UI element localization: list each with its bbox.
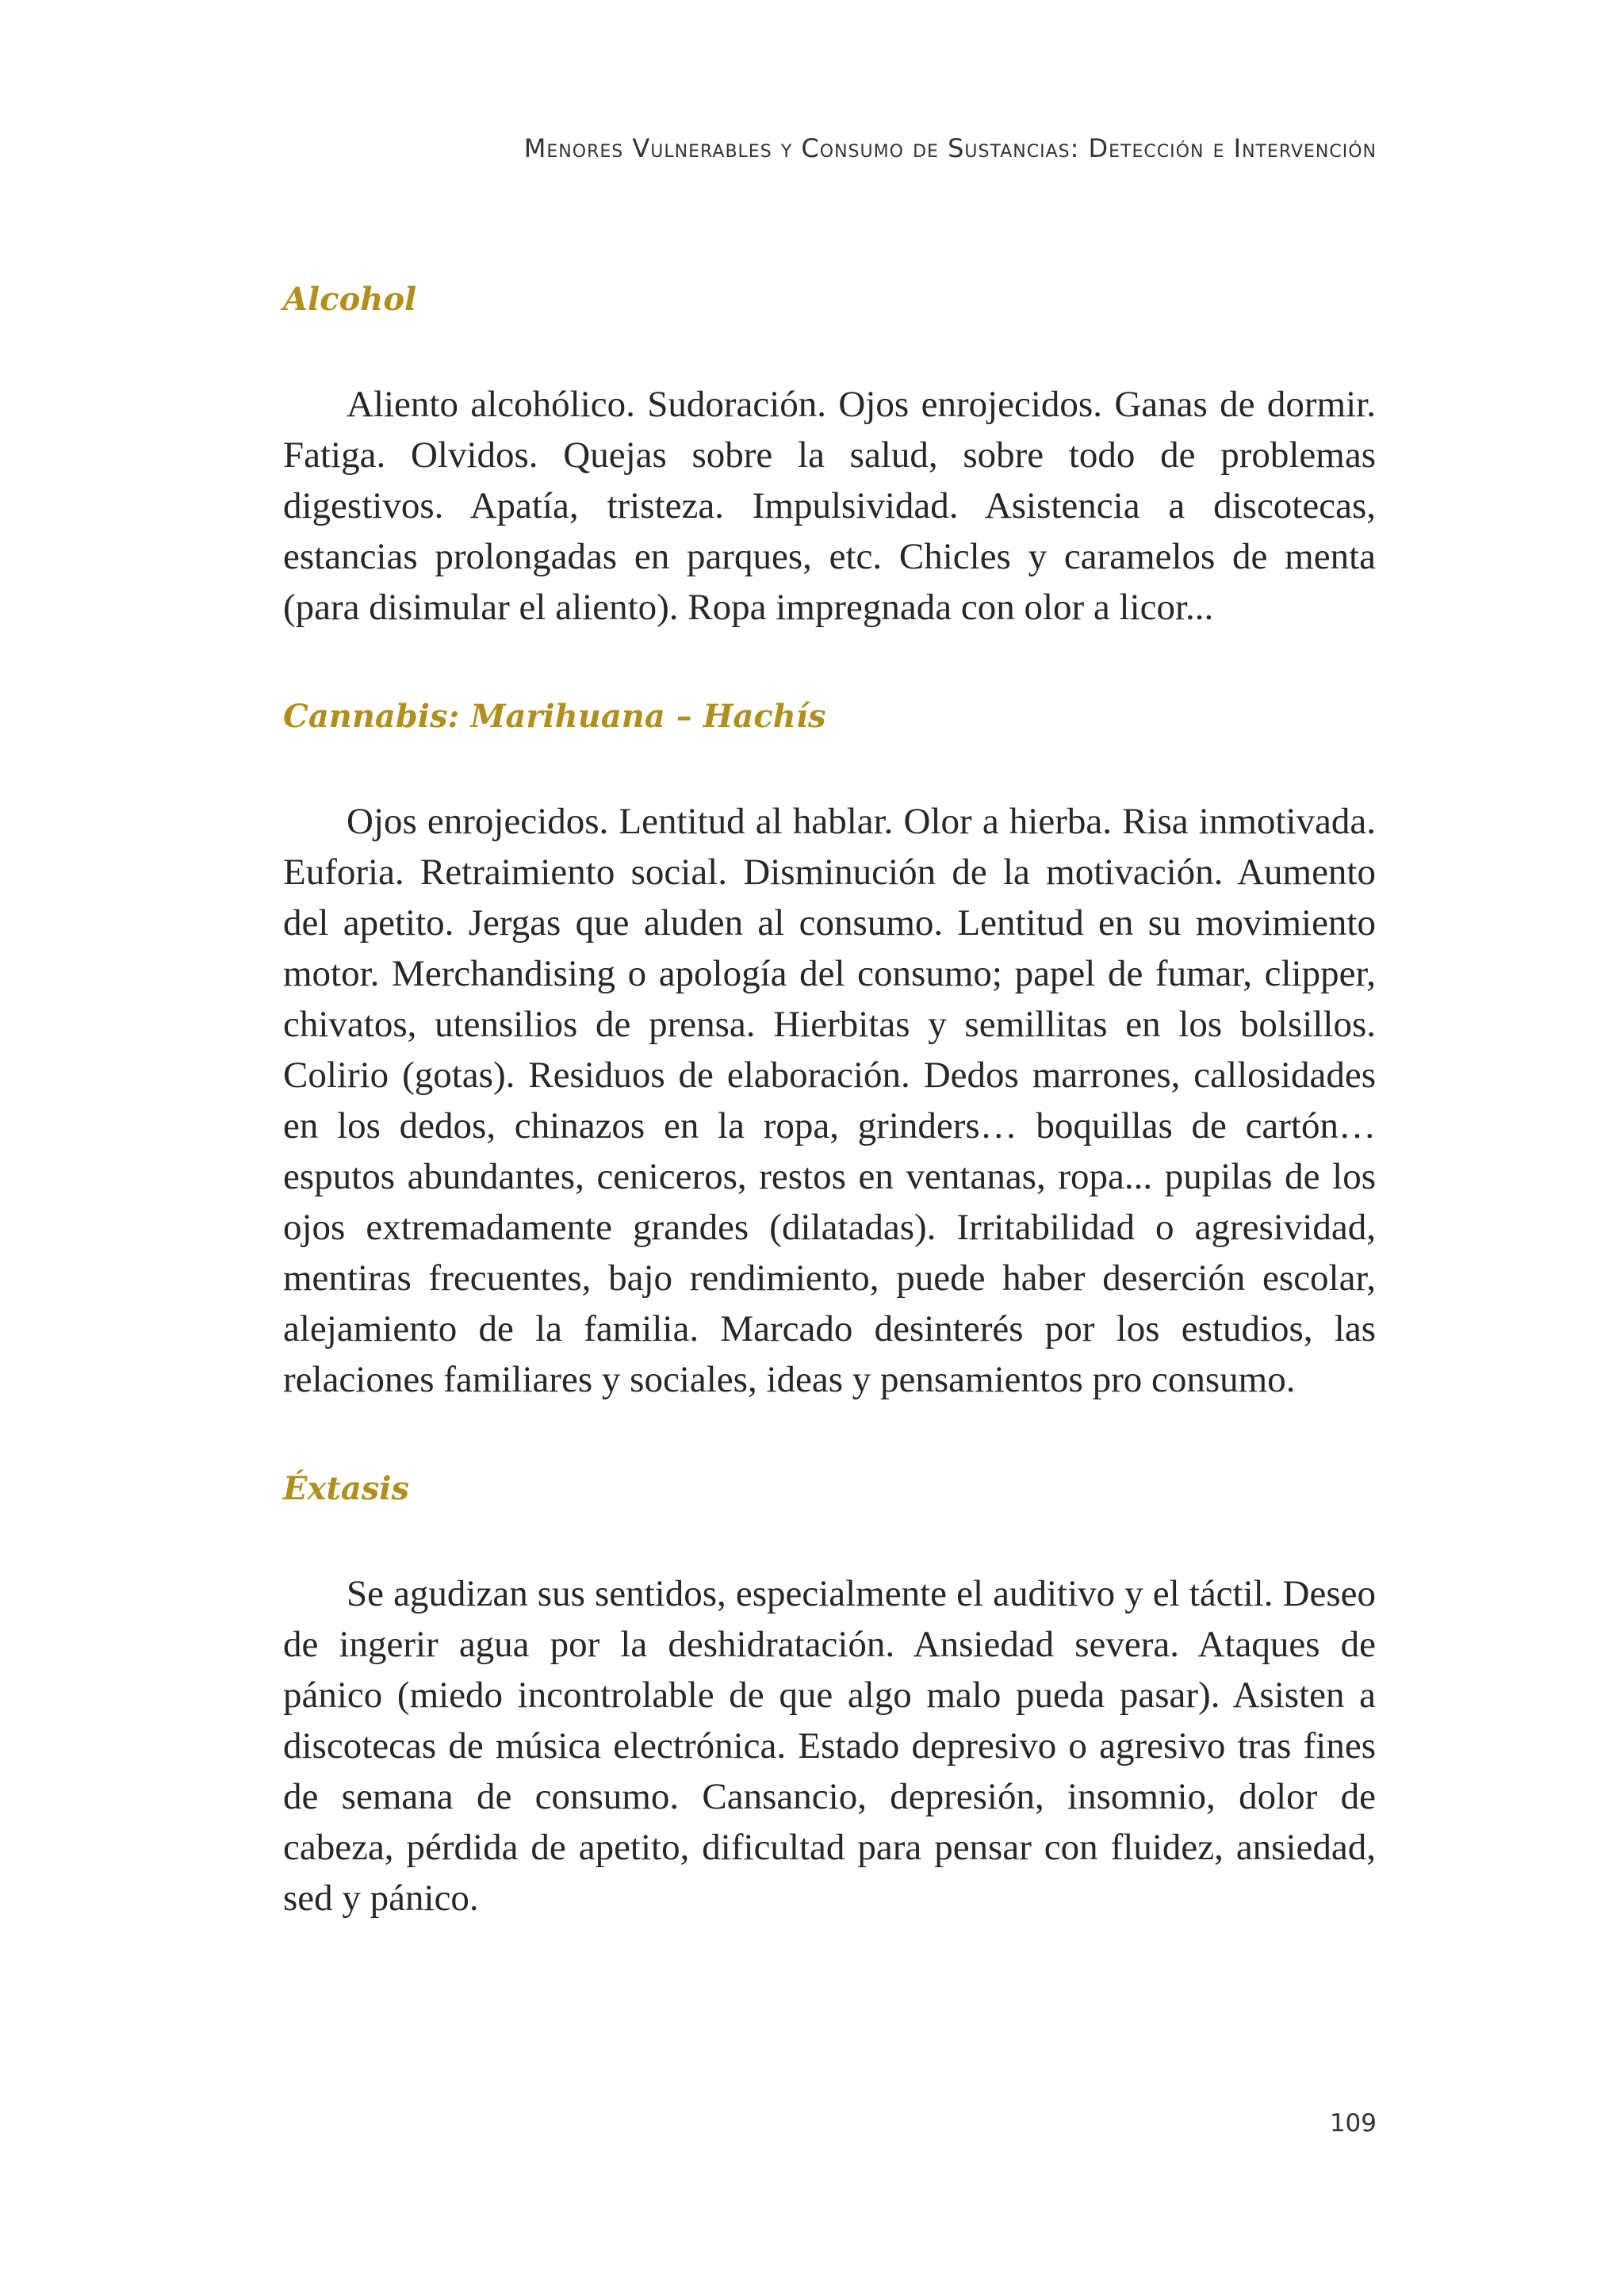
page-number: 109 — [1329, 2109, 1377, 2138]
section-text-extasis: Se agudizan sus sentidos, especialmente el auditivo y el táctil. Deseo de ingerir agua por la deshidratación. Ansiedad severa. Ataques de pánico (miedo incontrolable de que algo malo pueda pasar). Asisten a discotecas de música electrónica. Estado depresivo o agresivo tras fines de semana de consumo. Cansancio, depresión, insomnio, dolor de cabeza, pérdida de apetito, dificultad para pensar con fluidez, ansiedad, sed y pánico. — [283, 1573, 1376, 1919]
section-title-cannabis: Cannabis: Marihuana – Hachís — [283, 698, 826, 735]
section-text-cannabis: Ojos enrojecidos. Lentitud al hablar. Olor a hierba. Risa inmotivada. Euforia. Retraimiento social. Disminución de la motivación. Aumento del apetito. Jergas que aluden al consumo. Lentitud en su movimiento motor. Merchandising o apología del consumo; papel de fumar, clipper, chivatos, utensilios de prensa. Hierbitas y semillitas en los bolsillos. Colirio (gotas). Residuos de elaboración. Dedos marrones, callosidades en los dedos, chinazos en la ropa, grinders… boquillas de cartón… esputos abundantes, ceniceros, restos en ventanas, ropa... pupilas de los ojos extremadamente grandes (dilatadas). Irritabilidad o agresividad, mentiras frecuentes, bajo rendimiento, puede haber deserción escolar, alejamiento de la familia. Marcado desinterés por los estudios, las relaciones familiares y sociales, ideas y pensamientos pro consumo. — [283, 801, 1376, 1400]
section-title-alcohol: Alcohol — [283, 281, 417, 318]
section-text-alcohol: Aliento alcohólico. Sudoración. Ojos enrojecidos. Ganas de dormir. Fatiga. Olvidos. Quejas sobre la salud, sobre todo de problemas digestivos. Apatía, tristeza. Impulsividad. Asistencia a discotecas, estancias prolongadas en parques, etc. Chicles y caramelos de menta (para disimular el aliento). Ropa impregnada con olor a licor... — [283, 384, 1376, 628]
running-header: Menores Vulnerables y Consumo de Sustancias: Detección e Intervención — [523, 133, 1377, 163]
page-content — [283, 276, 1376, 1924]
section-title-extasis: Éxtasis — [283, 1470, 409, 1507]
